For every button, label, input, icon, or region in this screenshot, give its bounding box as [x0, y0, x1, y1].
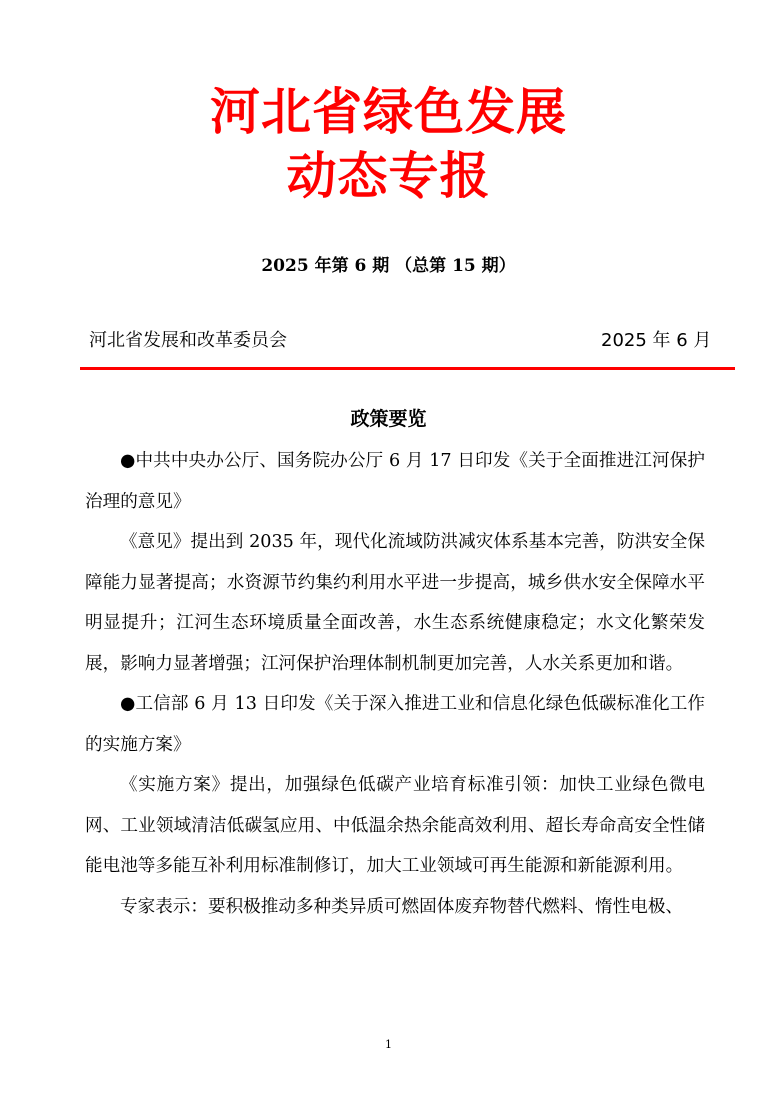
paragraph: 专家表示：要积极推动多种类异质可燃固体废弃物替代燃料、惰性电极、: [120, 896, 684, 917]
section-body: [85, 441, 705, 927]
section-heading: 政策要览: [350, 408, 427, 430]
paragraph: 《意见》提出到 2035 年，现代化流域防洪减灾体系基本完善，防洪安全保障能力显著提高；水资源节约集约利用水平进一步提高，城乡供水安全保障水平明显提升；江河生态环境质量全面改善，水生态系统健康稳定；水文化繁荣发展，影响力显著增强；江河保护治理体制机制更加完善，人水关系更加和谐。: [85, 532, 705, 674]
doc-title-line1: 河北省绿色发展: [210, 83, 567, 141]
paragraph: ●中共中央办公厅、国务院办公厅 6 月 17 日印发《关于全面推进江河保护治理的意见》: [85, 451, 705, 512]
doc-title-line2: 动态专报: [286, 147, 491, 205]
page-number: 1: [385, 1038, 392, 1051]
issuing-organization: 河北省发展和改革委员会: [89, 330, 287, 351]
red-divider: [80, 367, 735, 370]
issue-date: 2025 年 6 月: [601, 330, 712, 351]
paragraph: 《实施方案》提出，加强绿色低碳产业培育标准引领：加快工业绿色微电网、工业领域清洁低碳氢应用、中低温余热余能高效利用、超长寿命高安全性储能电池等多能互补利用标准制修订，加大工业领域可再生能源和新能源利用。: [85, 775, 705, 876]
paragraph: ●工信部 6 月 13 日印发《关于深入推进工业和信息化绿色低碳标准化工作的实施方案》: [85, 694, 705, 755]
issue-number: 2025 年第 6 期 （总第 15 期）: [261, 256, 516, 276]
